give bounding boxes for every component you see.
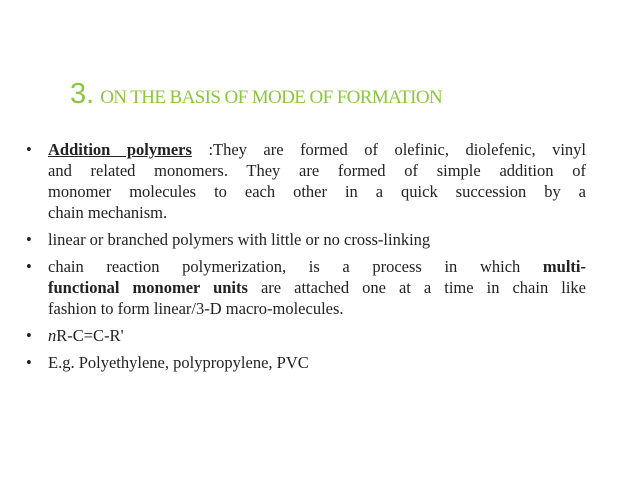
formula-italic-n: n: [48, 326, 57, 345]
slide-title: [70, 78, 442, 111]
bullet-addition-line-3: monomer molecules to each other in a quick succession by a: [48, 182, 586, 201]
bullet-icon: •: [26, 353, 32, 372]
bullet-icon: •: [26, 140, 32, 159]
bullet-addition-text: [48, 139, 586, 223]
bullet-linear: [26, 229, 586, 250]
bullet-icon: •: [26, 326, 32, 345]
chain-line-2-bold: functional monomer units: [48, 278, 248, 297]
chain-line-2-rest: are attached one at a time in chain like: [247, 278, 586, 297]
chain-line-1-plain: chain reaction polymerization, is a process in which: [48, 257, 543, 276]
bullet-addition-line-2: and related monomers. They are formed of simple addition of: [48, 161, 586, 180]
bullet-addition-polymers: [26, 139, 586, 223]
addition-line-1-rest: :They are formed of olefinic, diolefenic, vinyl: [191, 140, 586, 159]
bullet-example: [26, 352, 586, 373]
bullet-chain-line-2: [48, 277, 586, 298]
bullet-addition-line-1: [48, 139, 586, 160]
bullet-chain-text: [48, 256, 586, 319]
bullet-chain-reaction: [26, 256, 586, 319]
bullet-icon: •: [26, 257, 32, 276]
formula-rest: R-C=C-R': [56, 326, 124, 345]
bullet-linear-text: linear or branched polymers with little or no cross-linking: [48, 230, 431, 249]
bullet-example-text: E.g. Polyethylene, polypropylene, PVC: [48, 353, 309, 372]
bullet-icon: •: [26, 230, 32, 249]
bullet-chain-line-1: [48, 256, 586, 277]
bullet-list: [26, 139, 586, 379]
bullet-formula: [26, 325, 586, 346]
title-text: ON THE BASIS OF MODE OF FORMATION: [100, 87, 443, 108]
chain-line-1-bold: multi-: [542, 257, 586, 276]
title-number: 3.: [70, 78, 95, 110]
bullet-addition-line-4: chain mechanism.: [48, 203, 168, 222]
bullet-chain-line-3: fashion to form linear/3-D macro-molecules.: [48, 299, 344, 318]
addition-polymers-term: Addition polymers: [48, 140, 192, 159]
